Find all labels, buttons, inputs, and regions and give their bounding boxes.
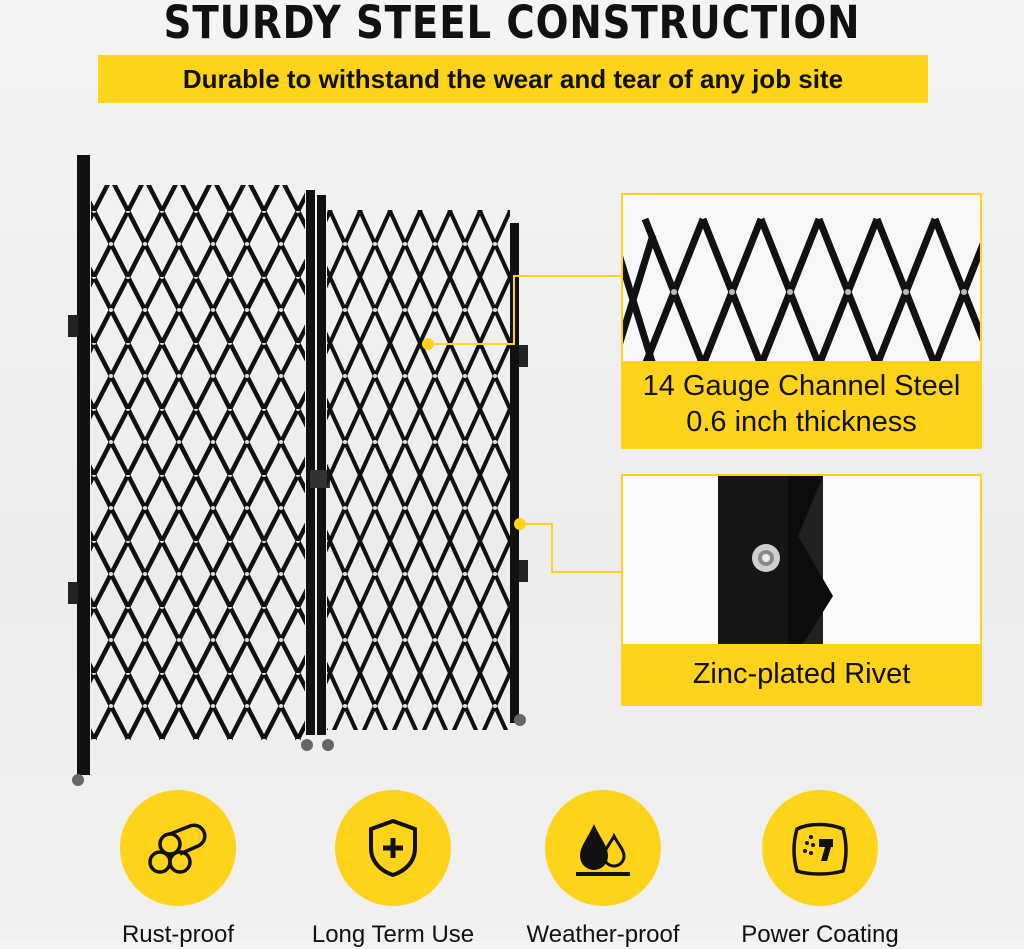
feature-label: Rust-proof — [121, 921, 235, 948]
channel-steel-caption — [623, 361, 980, 447]
callout-line-2: 0.6 inch thickness — [686, 406, 917, 438]
stacked-pipes-icon — [146, 820, 210, 876]
feature-weather-proof — [503, 790, 703, 949]
rivet-closeup — [623, 476, 980, 644]
callout-line-1: 14 Gauge Channel Steel — [642, 370, 961, 402]
page-title: STURDY STEEL CONSTRUCTION — [163, 0, 861, 49]
water-drops-icon — [572, 818, 634, 878]
subtitle-banner — [98, 55, 928, 103]
subtitle-text: Durable to withstand the wear and tear of any job site — [182, 63, 844, 94]
feature-rust-proof — [78, 790, 278, 949]
channel-steel-closeup — [623, 195, 980, 365]
feature-label: Power Coating — [741, 921, 899, 948]
rivet-caption — [623, 644, 980, 704]
feature-power-coating — [720, 790, 920, 949]
feature-label: Long Term Use — [311, 921, 475, 948]
expandable-gate-illustration — [60, 145, 540, 795]
channel-steel-callout — [621, 193, 982, 449]
rivet-callout — [621, 474, 982, 706]
feature-label: Weather-proof — [526, 921, 680, 948]
shield-plus-icon — [367, 818, 419, 878]
feature-long-term-use — [293, 790, 493, 949]
spray-gun-icon — [789, 817, 851, 879]
callout-line-1: Zinc-plated Rivet — [692, 658, 911, 690]
